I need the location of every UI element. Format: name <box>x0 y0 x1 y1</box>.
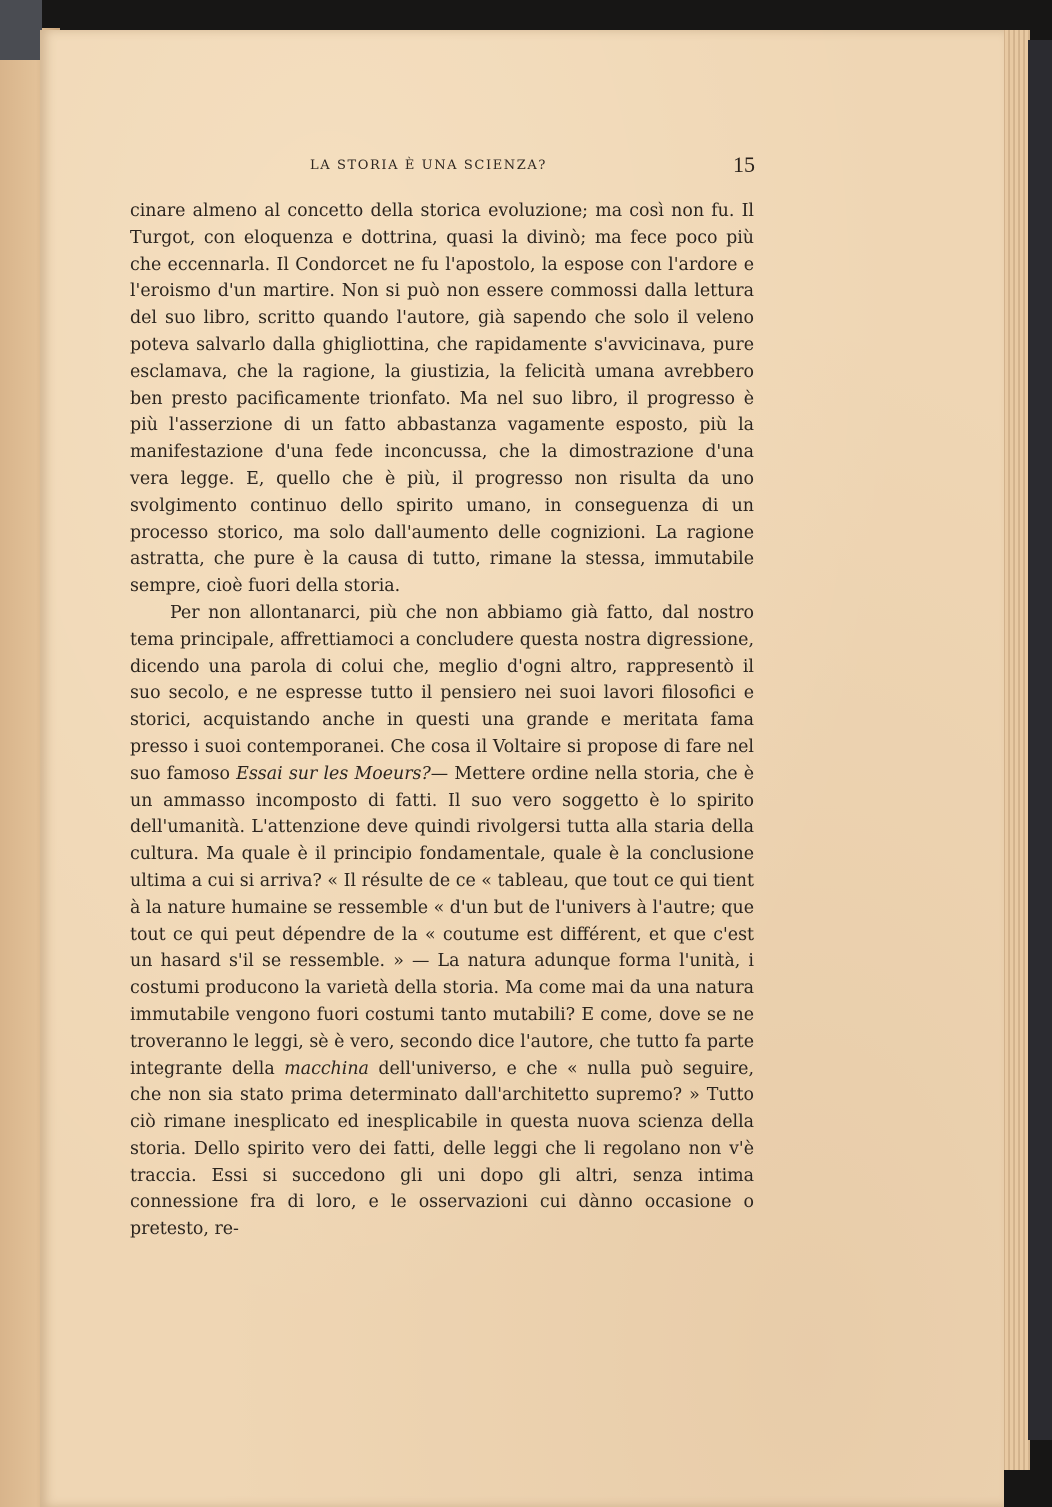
page-header <box>130 152 755 182</box>
paragraph-text: dell'universo, e che « nulla può seguire, che non sia stato prima determinato dall'architetto supremo? » Tutto ciò rimane inesplicato ed inesplicabile in questa nuova scienza della storia. Dello spirito vero dei fatti, delle leggi che li regolano non v'è traccia. Essi si succedono gli uni dopo gli altri, senza intima connessione fra di loro, e le osservazioni cui dànno occasione o pretesto, re- <box>130 1058 754 1240</box>
paragraph-2 <box>130 600 754 1243</box>
page-body <box>130 198 754 1243</box>
paragraph-text: cinare almeno al concetto della storica evoluzione; ma così non fu. Il Turgot, con eloquenza e dottrina, quasi la divinò; ma fece poco più che eccennarla. Il Condorcet ne fu l'apostolo, la espose con l'ardore e l'eroismo d'un martire. Non si può non essere commossi dalla lettura del suo libro, scritto quando l'autore, già sapendo che solo il veleno poteva salvarlo dalla ghigliottina, che rapidamente s'avvicinava, pure esclamava, che la ragione, la giustizia, la felicità umana avrebbero ben presto pacificamente trionfato. Ma nel suo libro, il progresso è più l'asserzione di un fatto abbastanza vagamente esposto, più la manifestazione d'una fede inconcussa, che la dimostrazione d'una vera legge. E, quello che è più, il progresso non risulta da uno svolgimento continuo dello spirito umano, in conseguenza di un processo storico, ma solo dall'aumento delle cognizioni. La ragione astratta, che pure è la causa di tutto, rimane la stessa, immutabile sempre, cioè fuori della storia. <box>130 201 754 597</box>
paragraph-text: — Mettere ordine nella storia, che è un ammasso incomposto di fatti. Il suo vero soggetto è lo spirito dell'umanità. L'attenzione deve quindi rivolgersi tutta alla staria della cultura. Ma quale è il principio fondamentale, quale è la conclusione ultima a cui si arriva? « Il résulte de ce « tableau, que tout ce qui tient à la nature humaine se ressemble « d'un but de l'univers à l'autre; que tout ce qui peut dépendre de la « coutume est différent, et que c'est un hasard s'il se ressemble. » — La natura adunque forma l'unità, i costumi producono la varietà della storia. Ma come mai da una natura immutabile vengono fuori costumi tanto mutabili? E come, dove se ne troveranno le leggi, sè è vero, secondo dice l'autore, che tutto fa parte integrante della <box>130 763 754 1079</box>
book-title-italic: Essai sur les Moeurs? <box>236 763 431 784</box>
paragraph-text: Per non allontanarci, più che non abbiamo già fatto, dal nostro tema principale, affrettiamoci a concludere questa nostra digressione, dicendo una parola di colui che, meglio d'ogni altro, rappresentò il suo secolo, e ne espresse tutto il pensiero nei suoi lavori filosofici e storici, acquistando anche in questi una grande e meritata fama presso i suoi contemporanei. Che cosa il Voltaire si propose di fare nel suo famoso <box>130 602 754 784</box>
paragraph-1 <box>130 198 754 600</box>
italic-term: macchina <box>284 1058 369 1079</box>
page-number: 15 <box>733 152 755 177</box>
running-head: LA STORIA È UNA SCIENZA? <box>310 158 547 173</box>
book-binding <box>0 0 42 60</box>
book-cover-edge <box>1028 40 1052 1440</box>
